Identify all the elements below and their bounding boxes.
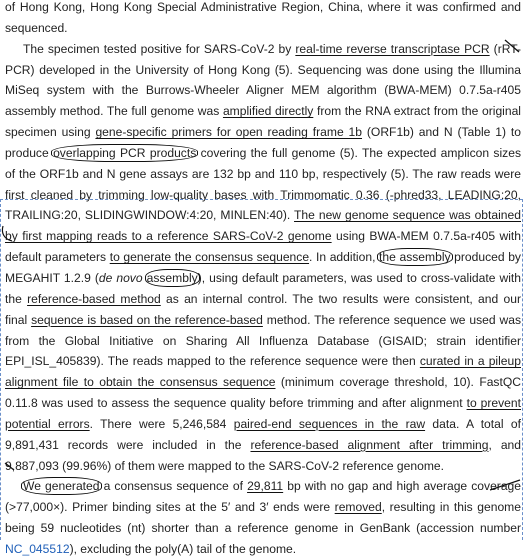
pen-circled-phrase: assembly [146, 270, 198, 285]
text-run: bp with no gap and high average coverage (>77,000×). Primer binding sites at the 5′ and 3′ ends were [5, 479, 521, 515]
text-run: from the RNA extract from the original specimen using [5, 104, 521, 140]
text-run: , resulting in this genome being 59 nucleotides (nt) shorter than a reference genome in GenBank (accession number [5, 500, 521, 536]
paragraph [5, 39, 521, 477]
pen-underlined-phrase: The new genome sequence was obtained by first mapping reads to a reference SARS-CoV-2 genome [5, 208, 521, 244]
paragraph [5, 476, 521, 559]
pen-underlined-phrase: sequence is based on the reference-based [31, 312, 263, 327]
text-run: a consensus sequence of [99, 479, 248, 494]
italic-term: de novo [98, 270, 143, 285]
pen-underlined-phrase: to prevent potential errors [5, 396, 521, 431]
text-run: (ORF1b) and N (Table 1) to produce [5, 125, 522, 160]
text-run: , and 9,887,093 (99.96%) of them were mapped to the SARS-CoV-2 reference genome. [5, 437, 521, 473]
pen-underlined-phrase: amplified directly [222, 104, 314, 119]
text-run: (minimum coverage threshold, 10). FastQC 0.11.8 was used to assess the sequence quality before trimming and after alignment [5, 375, 521, 411]
text-run: . There were 5,246,584 [89, 416, 234, 431]
text-run: ), using default parameters, was used to cross-validate with the [5, 270, 521, 306]
text-run: of Hong Kong, Hong Kong Special Administrative Region, China, where it was confirmed and sequenced. [5, 0, 521, 35]
text-run: ), excluding the poly(A) tail of the genome. [69, 541, 297, 556]
text-run: using BWA-MEM 0.7.5a-r405 with default parameters [5, 229, 521, 265]
pen-circled-phrase: the assembly [379, 250, 451, 265]
pen-underlined-phrase: removed [334, 500, 382, 515]
text-run: . In addition, [309, 250, 380, 265]
text-run: as an internal control. The two results were consistent, and our final [5, 291, 521, 327]
text-run: covering the full genome (5). The expected amplicon sizes of the ORF1b and N gene assays are 132 bp and 110 bp, respectively (5). The raw reads were first cleaned by trimming low-quality bases with Trimmomatic 0.36 (-phred33, LEADING:20, TRAILING:20, SLIDINGWINDOW:4:20, MINLEN:40). [5, 145, 521, 223]
text-run: data. A total of 9,891,431 records were included in the [5, 416, 521, 452]
pen-underlined-phrase: reference-based method [27, 291, 161, 306]
text-run [143, 271, 147, 285]
pen-underlined-phrase: to generate the consensus sequence [109, 250, 310, 265]
pen-underlined-phrase: curated in a pileup alignment file to obtain the consensus sequence [5, 354, 521, 390]
article-body-text [5, 0, 521, 560]
text-run: produced by MEGAHIT 1.2.9 ( [5, 250, 521, 285]
pen-underlined-phrase: paired-end sequences in the raw [233, 416, 426, 431]
pen-circled-phrase: overlapping PCR products [53, 145, 197, 160]
pen-underlined-phrase: reference-based alignment after trimming [250, 437, 489, 452]
pen-underlined-phrase: 29,811 [247, 479, 284, 494]
pen-underlined-phrase: gene-specific primers for open reading frame 1b [95, 125, 363, 140]
paragraph [5, 0, 521, 39]
text-run: method. The reference sequence we used was from the Global Initiative on Sharing All Influenza Database (GISAID; strain identifier EPI_ISL_405839). The reads mapped to the reference sequence were then [5, 312, 521, 369]
text-run: (rRT-PCR) developed in the University of Hong Kong (5). Sequencing was done using the Illumina MiSeq system with the Burrows-Wheeler Aligner MEM algorithm (BWA-MEM) 0.7.5a-r405 assembly method. The full genome was [5, 41, 521, 119]
text-run: The specimen tested positive for SARS-CoV-2 by [23, 41, 296, 56]
pen-underlined-phrase: real-time reverse transcriptase PCR [295, 41, 490, 56]
accession-link[interactable]: NC_045512 [5, 541, 70, 556]
pen-circled-phrase: We generated [23, 479, 100, 494]
